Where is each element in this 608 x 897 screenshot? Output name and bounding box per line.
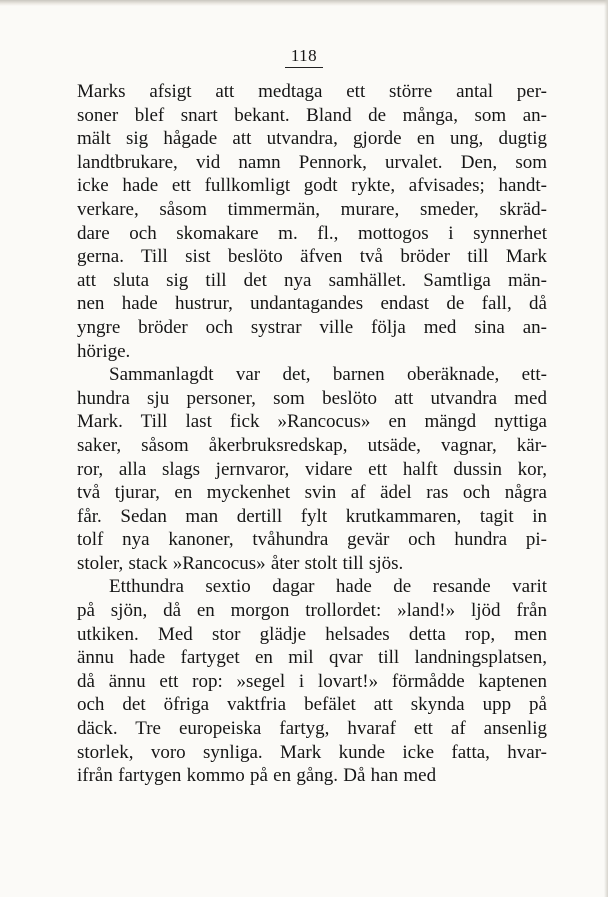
text-line: storlek, voro synliga. Mark kunde icke fatta, hvar-	[77, 741, 547, 763]
text-line: ännu hade fartyget en mil qvar till landningsplatsen,	[77, 647, 547, 669]
text-line: hörige.	[77, 340, 131, 362]
text-line: verkare, såsom timmermän, murare, smeder, skräd-	[77, 198, 547, 220]
text-line: får. Sedan man dertill fylt krutkammaren, tagit in	[77, 505, 547, 527]
text-line: Marks afsigt att medtaga ett större antal per-	[77, 81, 547, 102]
text-line: och det öfriga vaktfria befälet att skynda upp på	[77, 694, 547, 716]
text-line: Etthundra sextio dagar hade de resande varit	[109, 576, 547, 598]
text-line: Sammanlagdt var det, barnen oberäknade, ett-	[109, 364, 547, 386]
text-line: yngre bröder och systrar ville följa med sina an-	[77, 316, 547, 338]
text-line: på sjön, då en morgon trollordet: »land!» ljöd från	[77, 600, 547, 622]
text-line: att sluta sig till det nya samhället. Samtliga män-	[77, 269, 547, 291]
text-line: saker, såsom åkerbruksredskap, utsäde, vagnar, kär-	[77, 434, 547, 456]
text-line: då ännu ett rop: »segel i lovart!» förmådde kaptenen	[77, 670, 547, 692]
text-line: Mark. Till last fick »Rancocus» en mängd nyttiga	[77, 411, 547, 433]
page-header	[0, 46, 608, 68]
text-line: utkiken. Med stor glädje helsades detta rop, men	[77, 623, 547, 645]
page-right-edge	[604, 0, 608, 897]
text-line: två tjurar, en myckenhet svin af ädel ras och några	[77, 482, 547, 504]
paragraph	[77, 363, 547, 575]
text-line: soner blef snart bekant. Bland de många, som an-	[77, 104, 547, 126]
page-number: 118	[285, 47, 323, 68]
text-line: tolf nya kanoner, tvåhundra gevär och hundra pi-	[77, 529, 547, 551]
text-line: ifrån fartygen kommo på en gång. Då han med	[77, 765, 437, 787]
text-line: hundra sju personer, som beslöto att utvandra med	[77, 387, 547, 409]
text-line: landtbrukare, vid namn Pennork, urvalet. Den, som	[77, 151, 547, 173]
page-top-edge	[0, 0, 608, 6]
text-line: stoler, stack »Rancocus» åter stolt till sjös.	[77, 552, 404, 574]
body-text	[77, 80, 547, 788]
paragraph	[77, 80, 547, 363]
text-line: däck. Tre europeiska fartyg, hvaraf ett af ansenlig	[77, 718, 547, 740]
text-line: mält sig hågade att utvandra, gjorde en ung, dugtig	[77, 128, 547, 150]
text-line: nen hade hustrur, undantagandes endast de fall, då	[77, 293, 547, 315]
text-line: gerna. Till sist beslöto äfven två bröder till Mark	[77, 246, 547, 268]
paragraph	[77, 575, 547, 787]
text-line: dare och skomakare m. fl., mottogos i synnerhet	[77, 222, 547, 244]
text-line: ror, alla slags jernvaror, vidare ett halft dussin kor,	[77, 458, 547, 480]
text-line: icke hade ett fullkomligt godt rykte, afvisades; handt-	[77, 175, 547, 197]
